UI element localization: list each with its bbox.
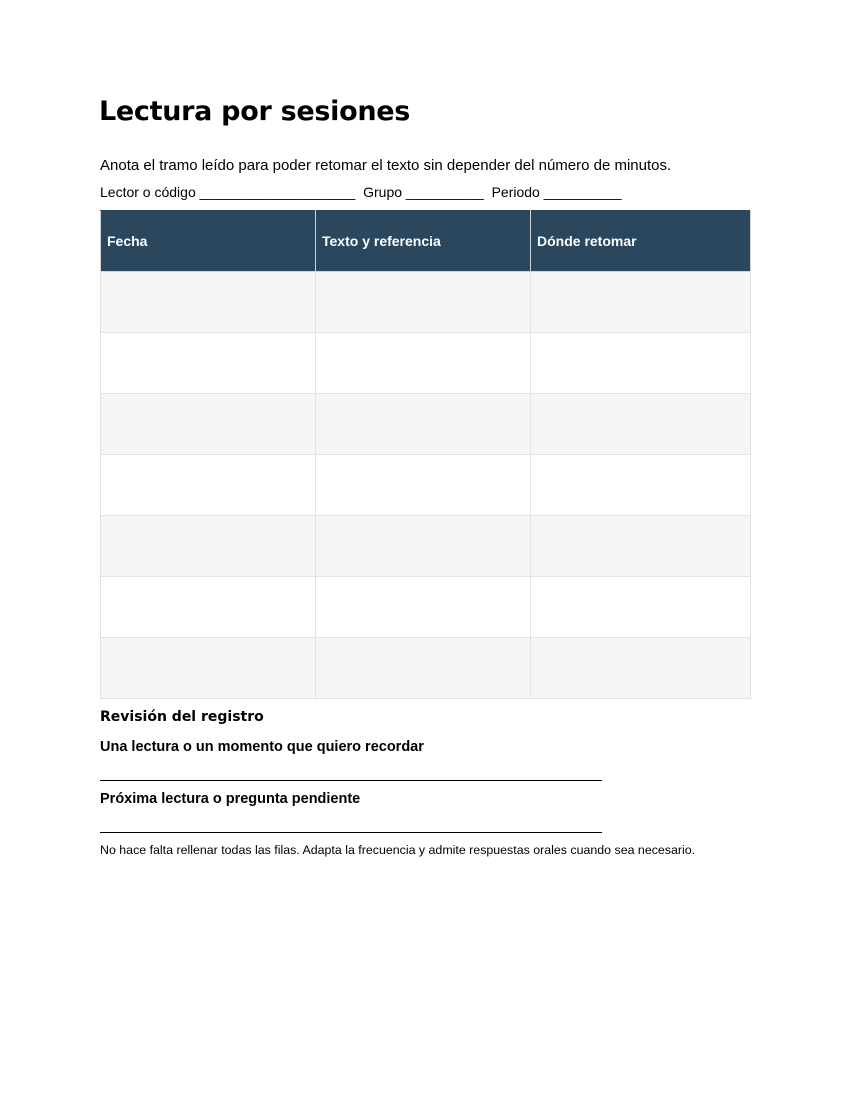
- table-row: [101, 455, 751, 516]
- student-info-line: [100, 184, 622, 201]
- group-field[interactable]: Grupo __________: [363, 184, 484, 200]
- page-title: Lectura por sesiones: [99, 96, 411, 127]
- table-row: [101, 638, 751, 699]
- resume-point-cell[interactable]: [531, 516, 751, 577]
- date-cell[interactable]: [101, 516, 316, 577]
- reader-field[interactable]: Lector o código ____________________: [100, 184, 356, 200]
- date-cell[interactable]: [101, 272, 316, 333]
- resume-point-cell[interactable]: [531, 638, 751, 699]
- column-header-resume-point: Dónde retomar: [531, 211, 751, 272]
- table-row: [101, 333, 751, 394]
- column-header-text-reference: Texto y referencia: [316, 211, 531, 272]
- date-cell[interactable]: [101, 333, 316, 394]
- memorable-reading-prompt: Una lectura o un momento que quiero recordar: [100, 739, 424, 755]
- reading-log-table: [100, 210, 751, 699]
- instructions-text: Anota el tramo leído para poder retomar el texto sin depender del número de minutos.: [100, 157, 672, 174]
- text-reference-cell[interactable]: [316, 333, 531, 394]
- next-reading-answer-line[interactable]: [100, 832, 602, 833]
- date-cell[interactable]: [101, 577, 316, 638]
- table-row: [101, 516, 751, 577]
- column-header-date: Fecha: [101, 211, 316, 272]
- memorable-reading-answer-line[interactable]: [100, 780, 602, 781]
- period-field[interactable]: Periodo __________: [491, 184, 622, 200]
- table-row: [101, 272, 751, 333]
- resume-point-cell[interactable]: [531, 333, 751, 394]
- table-row: [101, 577, 751, 638]
- text-reference-cell[interactable]: [316, 455, 531, 516]
- resume-point-cell[interactable]: [531, 577, 751, 638]
- text-reference-cell[interactable]: [316, 516, 531, 577]
- date-cell[interactable]: [101, 455, 316, 516]
- resume-point-cell[interactable]: [531, 394, 751, 455]
- text-reference-cell[interactable]: [316, 394, 531, 455]
- table-row: [101, 394, 751, 455]
- date-cell[interactable]: [101, 638, 316, 699]
- resume-point-cell[interactable]: [531, 455, 751, 516]
- text-reference-cell[interactable]: [316, 577, 531, 638]
- review-heading: Revisión del registro: [100, 709, 264, 725]
- text-reference-cell[interactable]: [316, 272, 531, 333]
- text-reference-cell[interactable]: [316, 638, 531, 699]
- footnote: No hace falta rellenar todas las filas. Adapta la frecuencia y admite respuestas orales cuando sea necesario.: [100, 843, 696, 857]
- date-cell[interactable]: [101, 394, 316, 455]
- resume-point-cell[interactable]: [531, 272, 751, 333]
- next-reading-prompt: Próxima lectura o pregunta pendiente: [100, 791, 361, 807]
- table-header-row: [101, 211, 751, 272]
